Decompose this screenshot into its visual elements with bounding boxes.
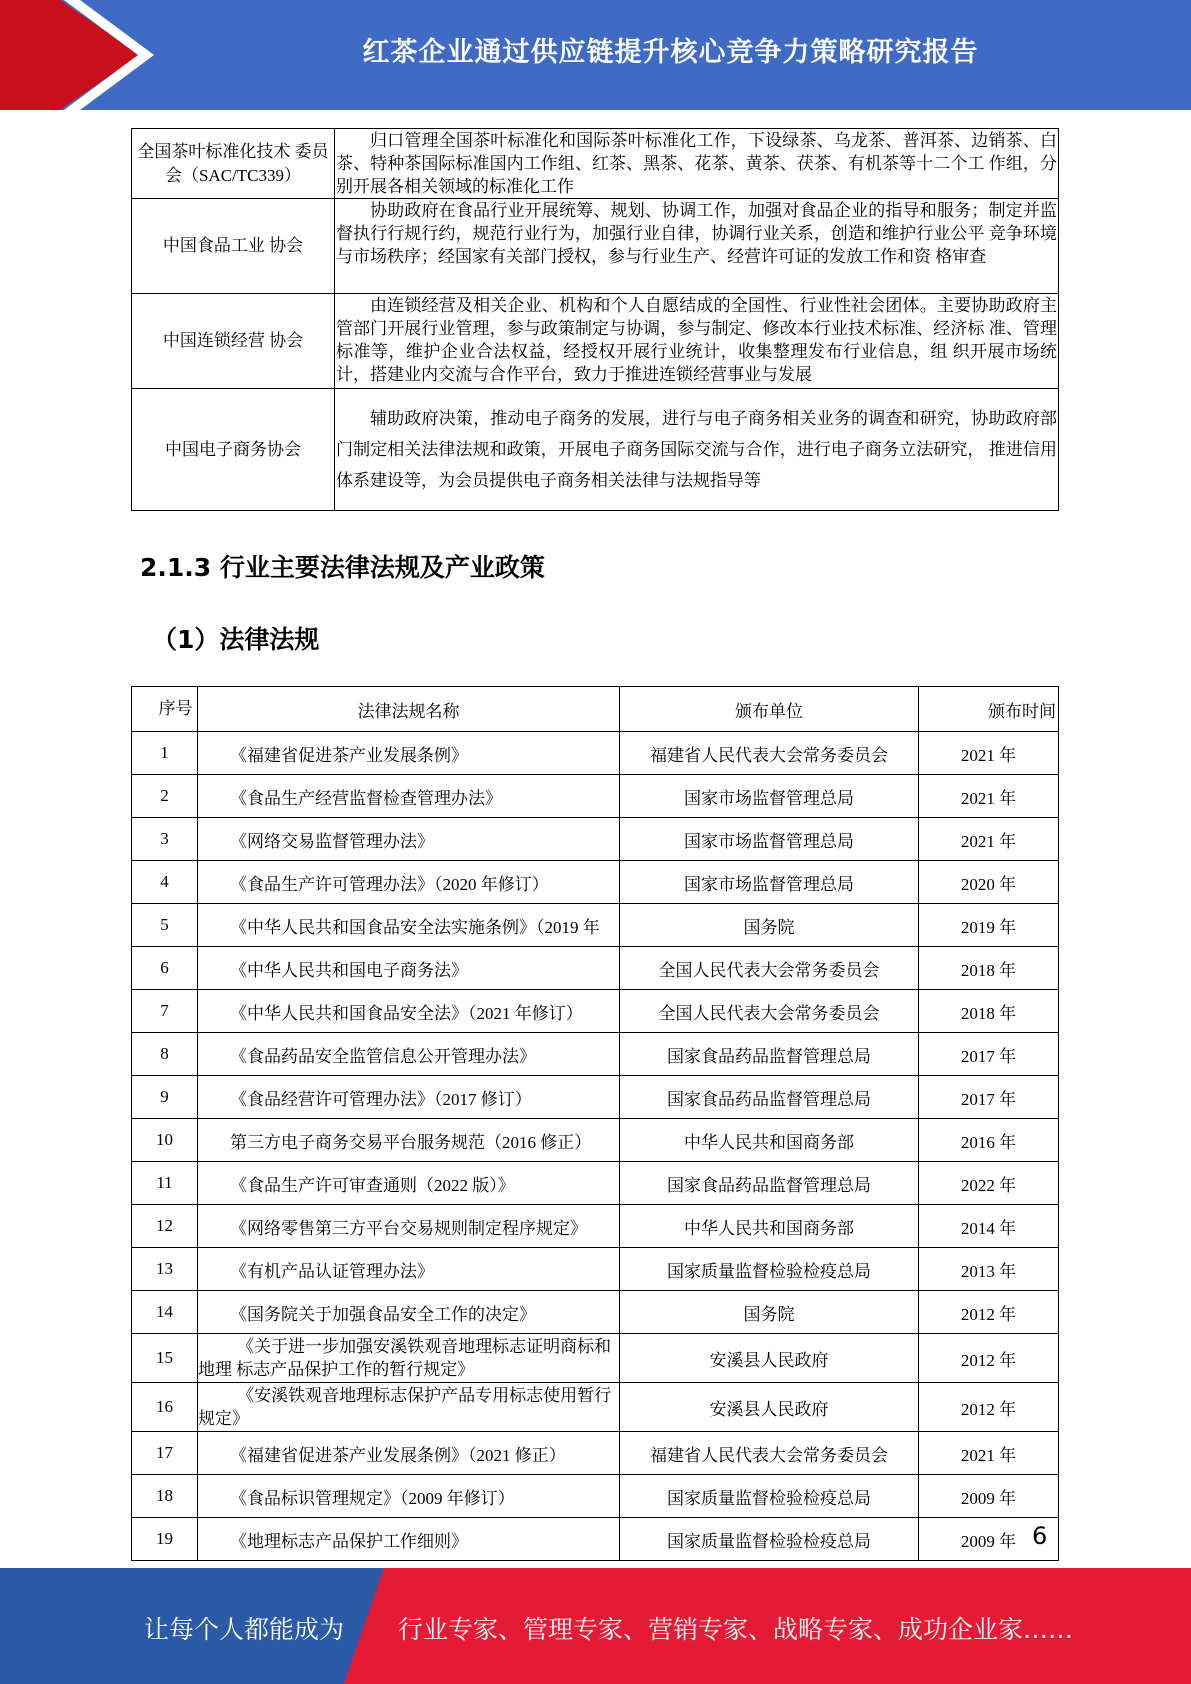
law-name: 《安溪铁观音地理标志保护产品专用标志使用暂行规定》 [198, 1383, 620, 1432]
row-number: 19 [132, 1518, 198, 1561]
table-row [132, 1076, 1059, 1119]
law-issuer: 中华人民共和国商务部 [620, 1205, 919, 1248]
law-name: 《食品经营许可管理办法》（2017 修订） [198, 1076, 620, 1119]
law-name: 《食品生产许可管理办法》（2020 年修订） [198, 861, 620, 904]
table-row [132, 1205, 1059, 1248]
row-number: 9 [132, 1076, 198, 1119]
table-row [132, 1432, 1059, 1475]
footer-slogan-right: 行业专家、管理专家、营销专家、战略专家、成功企业家…… [398, 1615, 1074, 1644]
table-row [132, 732, 1059, 775]
law-name: 《食品生产经营监督检查管理办法》 [198, 775, 620, 818]
law-issuer: 安溪县人民政府 [620, 1334, 919, 1383]
org-description: 归口管理全国茶叶标准化和国际茶叶标准化工作，下设绿茶、乌龙茶、普洱茶、边销茶、白茶、特种茶国际标准国内工作组、红茶、黑茶、花茶、黄茶、茯茶、有机茶等十二个工 作组，分别开展各相关领域的标准化工作 [335, 129, 1059, 199]
org-description: 辅助政府决策，推动电子商务的发展，进行与电子商务相关业务的调查和研究，协助政府部门制定相关法律法规和政策，开展电子商务国际交流与合作，进行电子商务立法研究， 推进信用体系建设等，为会员提供电子商务相关法律与法规指导等 [335, 389, 1059, 511]
law-name: 《国务院关于加强食品安全工作的决定》 [198, 1291, 620, 1334]
law-name: 《中华人民共和国电子商务法》 [198, 947, 620, 990]
law-issuer: 国家市场监督管理总局 [620, 775, 919, 818]
law-issuer: 国家食品药品监督管理总局 [620, 1033, 919, 1076]
law-issuer: 国务院 [620, 904, 919, 947]
footer-slogan-left: 让每个人都能成为 [144, 1615, 345, 1644]
law-year: 2018 年 [919, 990, 1059, 1033]
table-row [132, 1383, 1059, 1432]
law-name: 《有机产品认证管理办法》 [198, 1248, 620, 1291]
law-year: 2019 年 [919, 904, 1059, 947]
org-description: 协助政府在食品行业开展统筹、规划、协调工作，加强对食品企业的指导和服务；制定并监督执行行规行约，规范行业行为，加强行业自律，协调行业关系，创造和维护行业公平 竞争环境与市场秩序；经国家有关部门授权，参与行业生产、经营许可证的发放工作和资 格审查 [335, 199, 1059, 294]
law-year: 2012 年 [919, 1334, 1059, 1383]
row-number: 18 [132, 1475, 198, 1518]
row-number: 7 [132, 990, 198, 1033]
header-year: 颁布时间 [919, 687, 1059, 732]
row-number: 1 [132, 732, 198, 775]
row-number: 4 [132, 861, 198, 904]
law-issuer: 全国人民代表大会常务委员会 [620, 990, 919, 1033]
law-year: 2009 年 [919, 1475, 1059, 1518]
law-issuer: 全国人民代表大会常务委员会 [620, 947, 919, 990]
law-issuer: 福建省人民代表大会常务委员会 [620, 1432, 919, 1475]
law-year: 2017 年 [919, 1033, 1059, 1076]
law-year: 2018 年 [919, 947, 1059, 990]
row-number: 2 [132, 775, 198, 818]
law-name: 第三方电子商务交易平台服务规范（2016 修正） [198, 1119, 620, 1162]
page-footer [0, 1568, 1191, 1684]
org-row [132, 389, 1059, 511]
row-number: 8 [132, 1033, 198, 1076]
org-row [132, 199, 1059, 294]
law-issuer: 国务院 [620, 1291, 919, 1334]
row-number: 11 [132, 1162, 198, 1205]
organization-table [131, 128, 1059, 511]
law-name: 《网络零售第三方平台交易规则制定程序规定》 [198, 1205, 620, 1248]
org-name: 全国茶叶标准化技术 委员会（SAC/TC339） [132, 129, 335, 199]
org-row [132, 294, 1059, 389]
law-issuer: 国家食品药品监督管理总局 [620, 1162, 919, 1205]
table-row [132, 1248, 1059, 1291]
table-row [132, 1119, 1059, 1162]
org-description: 由连锁经营及相关企业、机构和个人自愿结成的全国性、行业性社会团体。主要协助政府主管部门开展行业管理，参与政策制定与协调，参与制定、修改本行业技术标准、经济标 准、管理标准等，维护企业合法权益，经授权开展行业统计，收集整理发布行业信息，组 织开展市场统计，搭建业内交流与合作平台，致力于推进连锁经营事业与发展 [335, 294, 1059, 389]
law-name: 《中华人民共和国食品安全法实施条例》（2019 年 [198, 904, 620, 947]
table-row [132, 1033, 1059, 1076]
table-row [132, 1162, 1059, 1205]
row-number: 12 [132, 1205, 198, 1248]
law-issuer: 福建省人民代表大会常务委员会 [620, 732, 919, 775]
law-year: 2013 年 [919, 1248, 1059, 1291]
table-row [132, 1291, 1059, 1334]
law-issuer: 中华人民共和国商务部 [620, 1119, 919, 1162]
report-title: 红茶企业通过供应链提升核心竞争力策略研究报告 [362, 37, 979, 68]
law-issuer: 国家质量监督检验检疫总局 [620, 1248, 919, 1291]
org-name: 中国电子商务协会 [132, 389, 335, 511]
law-year: 2020 年 [919, 861, 1059, 904]
law-issuer: 国家质量监督检验检疫总局 [620, 1475, 919, 1518]
header-red-chevron [0, 0, 140, 110]
table-row [132, 818, 1059, 861]
law-year: 2012 年 [919, 1383, 1059, 1432]
law-year: 2022 年 [919, 1162, 1059, 1205]
law-year: 2016 年 [919, 1119, 1059, 1162]
row-number: 13 [132, 1248, 198, 1291]
header-no: 序号 [132, 687, 198, 732]
table-row [132, 904, 1059, 947]
org-name: 中国连锁经营 协会 [132, 294, 335, 389]
table-row [132, 775, 1059, 818]
row-number: 14 [132, 1291, 198, 1334]
row-number: 15 [132, 1334, 198, 1383]
law-year: 2014 年 [919, 1205, 1059, 1248]
law-year: 2021 年 [919, 1432, 1059, 1475]
table-row [132, 1518, 1059, 1561]
row-number: 10 [132, 1119, 198, 1162]
law-year: 2017 年 [919, 1076, 1059, 1119]
law-name: 《福建省促进茶产业发展条例》 [198, 732, 620, 775]
header-name: 法律法规名称 [198, 687, 620, 732]
law-name: 《食品生产许可审查通则（2022 版）》 [198, 1162, 620, 1205]
table-header-row [132, 687, 1059, 732]
law-year: 2021 年 [919, 818, 1059, 861]
row-number: 3 [132, 818, 198, 861]
law-issuer: 国家市场监督管理总局 [620, 818, 919, 861]
table-row [132, 1334, 1059, 1383]
page-header [0, 0, 1191, 110]
law-issuer: 国家市场监督管理总局 [620, 861, 919, 904]
org-name: 中国食品工业 协会 [132, 199, 335, 294]
row-number: 5 [132, 904, 198, 947]
law-year: 2012 年 [919, 1291, 1059, 1334]
law-name: 《食品标识管理规定》（2009 年修订） [198, 1475, 620, 1518]
table-row [132, 990, 1059, 1033]
law-year: 2021 年 [919, 775, 1059, 818]
row-number: 17 [132, 1432, 198, 1475]
section-heading: 2.1.3 行业主要法律法规及产业政策 [140, 553, 545, 582]
law-issuer: 国家食品药品监督管理总局 [620, 1076, 919, 1119]
header-issuer: 颁布单位 [620, 687, 919, 732]
law-name: 《食品药品安全监管信息公开管理办法》 [198, 1033, 620, 1076]
subsection-heading: （1）法律法规 [152, 625, 320, 654]
law-name: 《福建省促进茶产业发展条例》（2021 修正） [198, 1432, 620, 1475]
law-year: 2021 年 [919, 732, 1059, 775]
law-name: 《网络交易监督管理办法》 [198, 818, 620, 861]
table-row [132, 1475, 1059, 1518]
law-name: 《地理标志产品保护工作细则》 [198, 1518, 620, 1561]
org-row [132, 129, 1059, 199]
law-issuer: 安溪县人民政府 [620, 1383, 919, 1432]
table-row [132, 947, 1059, 990]
table-row [132, 861, 1059, 904]
laws-table [131, 686, 1059, 1561]
law-year: 2009 年 [919, 1518, 1059, 1561]
row-number: 16 [132, 1383, 198, 1432]
law-issuer: 国家质量监督检验检疫总局 [620, 1518, 919, 1561]
row-number: 6 [132, 947, 198, 990]
law-name: 《关于进一步加强安溪铁观音地理标志证明商标和地理 标志产品保护工作的暂行规定》 [198, 1334, 620, 1383]
law-name: 《中华人民共和国食品安全法》（2021 年修订） [198, 990, 620, 1033]
page-number: 6 [1032, 1522, 1048, 1550]
